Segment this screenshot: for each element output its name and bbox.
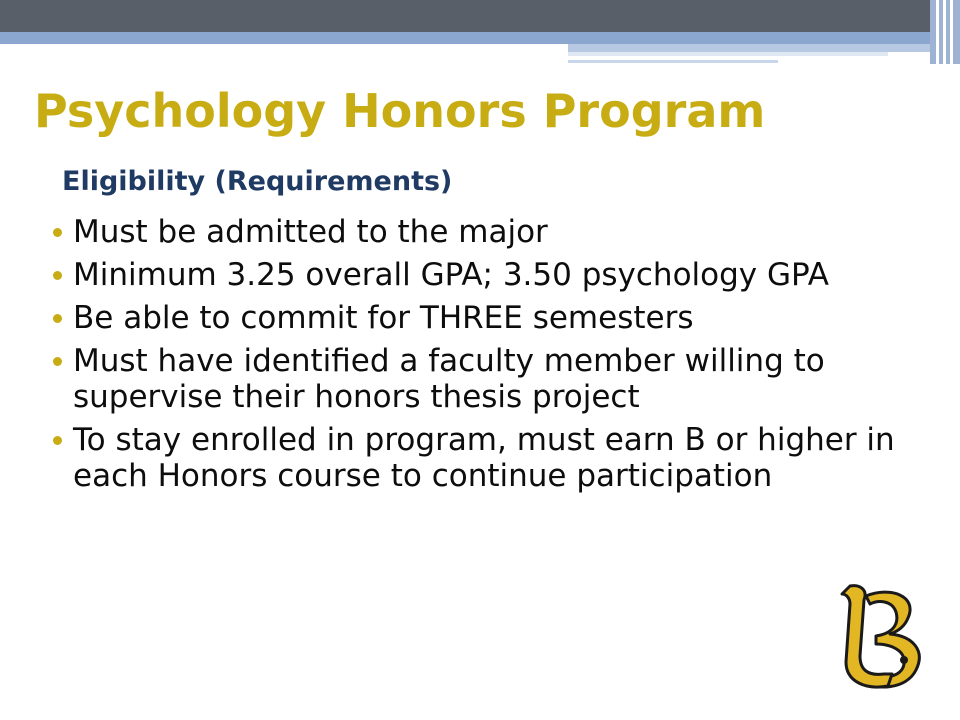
list-item bbox=[48, 257, 908, 293]
slide-title: Psychology Honors Program bbox=[34, 84, 766, 138]
requirements-list bbox=[48, 214, 908, 501]
bullet-icon bbox=[53, 228, 62, 237]
corner-decoration bbox=[930, 0, 960, 64]
list-item bbox=[48, 300, 908, 336]
top-accent-band bbox=[0, 32, 960, 44]
section-subheading: Eligibility (Requirements) bbox=[62, 166, 453, 197]
list-item-text: Minimum 3.25 overall GPA; 3.50 psychology GPA bbox=[73, 257, 829, 293]
list-item-text: Must have identified a faculty member willing to supervise their honors thesis project bbox=[73, 343, 825, 415]
bullet-icon bbox=[53, 314, 62, 323]
top-accent-stripe bbox=[568, 44, 960, 52]
list-item-text: Must be admitted to the major bbox=[73, 214, 548, 250]
bullet-icon bbox=[53, 271, 62, 280]
lb-logo-icon bbox=[832, 578, 928, 696]
top-accent-stripe bbox=[568, 52, 888, 56]
bullet-icon bbox=[53, 357, 62, 366]
list-item bbox=[48, 214, 908, 250]
list-item-text: To stay enrolled in program, must earn B or higher in each Honors course to continue participation bbox=[73, 422, 895, 494]
list-item-text: Be able to commit for THREE semesters bbox=[73, 300, 694, 336]
top-decorative-band bbox=[0, 0, 960, 32]
list-item bbox=[48, 422, 908, 494]
list-item bbox=[48, 343, 908, 415]
bullet-icon bbox=[53, 436, 62, 445]
top-accent-stripe bbox=[568, 60, 778, 63]
